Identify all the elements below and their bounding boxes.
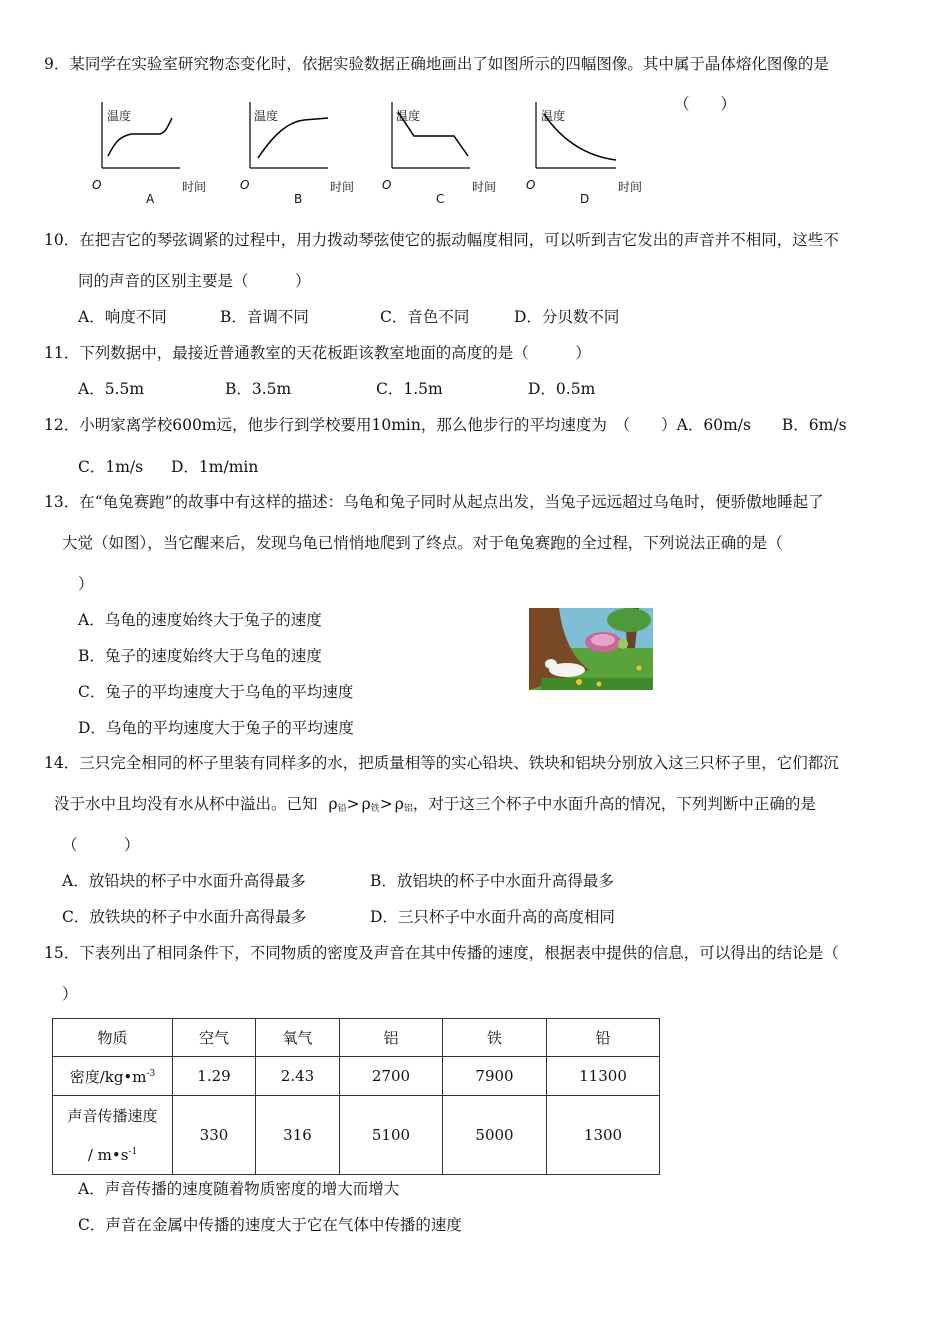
q11-option-b: B．3.5m — [225, 380, 292, 398]
density-sound-speed-table — [52, 1018, 660, 1175]
graph-b-origin: O — [240, 178, 250, 192]
q14-option-b: B．放铝块的杯子中水面升高得最多 — [370, 872, 614, 890]
q12-stem: 12．小明家离学校600m远，他步行到学校要用10min，那么他步行的平均速度为 （ ）A．60m/s B．6m/s — [44, 416, 847, 434]
table-cell: 1300 — [547, 1096, 660, 1175]
q14-option-d: D．三只杯子中水面升高的高度相同 — [370, 908, 615, 926]
sound-speed-unit: / m•s — [87, 1145, 129, 1164]
table-cell: 330 — [173, 1096, 256, 1175]
q14-line3: （ ） — [62, 836, 140, 854]
q9-answer-bracket: （ ） — [674, 95, 737, 113]
graph-d-xlabel: 时间 — [618, 180, 643, 194]
q12-option-d: D．1m/min — [171, 458, 259, 476]
rho-sub-lead: 铅 — [337, 804, 347, 814]
q13-option-c: C．兔子的平均速度大于乌龟的平均速度 — [78, 683, 354, 701]
q10-option-d: D．分贝数不同 — [514, 308, 620, 326]
table-cell: 5000 — [443, 1096, 547, 1175]
sound-speed-label — [53, 1096, 173, 1175]
q15-option-c: C．声音在金属中传播的速度大于它在气体中传播的速度 — [78, 1216, 462, 1234]
sound-speed-label-line2 — [53, 1134, 172, 1173]
table-cell: 1.29 — [173, 1057, 256, 1096]
q15-option-a: A．声音传播的速度随着物质密度的增大而增大 — [78, 1180, 400, 1198]
graph-b — [238, 98, 368, 218]
q11-option-d: D．0.5m — [528, 380, 596, 398]
graph-d-origin: O — [526, 178, 536, 192]
table-header-cell: 物质 — [53, 1019, 173, 1057]
q13-line2: 大觉（如图），当它醒来后，发现乌龟已悄悄地爬到了终点。对于龟兔赛跑的全过程，下列说法正确的是（ — [62, 534, 783, 552]
table-header-row — [53, 1019, 660, 1057]
q10-option-a: A．响度不同 — [78, 308, 167, 326]
table-row-sound-speed — [53, 1096, 660, 1175]
q15-line2: ） — [62, 985, 78, 1003]
table-cell: 11300 — [547, 1057, 660, 1096]
rho-symbol-2: ρ — [361, 795, 371, 813]
graph-a-origin: O — [92, 178, 102, 192]
q9-stem: 9．某同学在实验室研究物态变化时，依据实验数据正确地画出了如图所示的四幅图像。其中属于晶体熔化图像的是 — [44, 55, 829, 73]
graph-b-letter: B — [294, 192, 303, 206]
table-cell: 7900 — [443, 1057, 547, 1096]
rho-symbol-3: ρ — [394, 795, 404, 813]
greater-than-1: > — [346, 795, 360, 813]
table-header-cell: 空气 — [173, 1019, 256, 1057]
graph-a-xlabel: 时间 — [182, 180, 207, 194]
graph-a-letter: A — [146, 192, 155, 206]
table-cell: 316 — [256, 1096, 340, 1175]
q13-option-d: D．乌龟的平均速度大于兔子的平均速度 — [78, 719, 354, 737]
graph-b-xlabel: 时间 — [330, 180, 355, 194]
q13-option-b: B．兔子的速度始终大于乌龟的速度 — [78, 647, 322, 665]
graph-c-xlabel: 时间 — [472, 180, 497, 194]
q10-line2: 同的声音的区别主要是（ ） — [78, 272, 311, 290]
table-header-cell: 铅 — [547, 1019, 660, 1057]
rho-sub-iron: 铁 — [370, 804, 380, 814]
sound-speed-unit-exponent: -1 — [128, 1146, 138, 1157]
q13-option-a: A．乌龟的速度始终大于兔子的速度 — [78, 611, 322, 629]
q11-option-c: C．1.5m — [376, 380, 443, 398]
graph-b-ylabel: 温度 — [254, 109, 279, 123]
q15-line1: 15．下表列出了相同条件下，不同物质的密度及声音在其中传播的速度，根据表中提供的信息，可以得出的结论是（ — [44, 944, 839, 962]
q13-line3: ） — [78, 575, 94, 593]
sound-speed-label-line1: 声音传播速度 — [67, 1106, 158, 1125]
density-label — [53, 1057, 173, 1096]
q14-option-a: A．放铅块的杯子中水面升高得最多 — [62, 872, 306, 890]
table-header-cell: 氧气 — [256, 1019, 340, 1057]
q11-option-a: A．5.5m — [78, 380, 145, 398]
tortoise-hare-illustration — [529, 608, 653, 690]
greater-than-2: > — [379, 795, 393, 813]
rho-symbol: ρ — [328, 795, 338, 813]
graph-d-ylabel: 温度 — [541, 109, 566, 123]
q10-option-c: C．音色不同 — [380, 308, 470, 326]
graph-d-letter: D — [580, 192, 590, 206]
table-header-cell: 铝 — [340, 1019, 443, 1057]
table-cell: 2.43 — [256, 1057, 340, 1096]
q10-line1: 10．在把吉它的琴弦调紧的过程中，用力拨动琴弦使它的振动幅度相同，可以听到吉它发出的声音并不相同，这些不 — [44, 231, 839, 249]
graph-c — [380, 98, 510, 218]
rho-sub-aluminum: 铝 — [403, 804, 413, 814]
q14-line1: 14．三只完全相同的杯子里装有同样多的水，把质量相等的实心铅块、铁块和铝块分别放入这三只杯子里，它们都沉 — [44, 754, 839, 772]
density-label-text: 密度/kg•m — [69, 1067, 147, 1086]
graph-c-letter: C — [436, 192, 445, 206]
table-row-density — [53, 1057, 660, 1096]
q14-line2-b: ，对于这三个杯子中水面升高的情况，下列判断中正确的是 — [412, 795, 816, 813]
graph-c-origin: O — [382, 178, 392, 192]
q13-line1: 13．在“龟兔赛跑”的故事中有这样的描述：乌龟和兔子同时从起点出发，当兔子远远超过乌龟时，便骄傲地睡起了 — [44, 493, 824, 511]
graph-a-ylabel: 温度 — [107, 109, 132, 123]
q14-line2 — [54, 793, 816, 820]
q14-line2-a: 没于水中且均没有水从杯中溢出。已知 — [54, 795, 318, 813]
q14-option-c: C．放铁块的杯子中水面升高得最多 — [62, 908, 307, 926]
density-unit-exponent: -3 — [146, 1068, 156, 1079]
graph-a — [90, 98, 220, 218]
table-cell: 2700 — [340, 1057, 443, 1096]
q12-option-c: C．1m/s — [78, 458, 144, 476]
q10-option-b: B．音调不同 — [220, 308, 309, 326]
graph-d — [524, 98, 654, 218]
q11-stem: 11．下列数据中，最接近普通教室的天花板距该教室地面的高度的是（ ） — [44, 344, 591, 362]
table-cell: 5100 — [340, 1096, 443, 1175]
graph-c-ylabel: 温度 — [396, 109, 421, 123]
table-header-cell: 铁 — [443, 1019, 547, 1057]
